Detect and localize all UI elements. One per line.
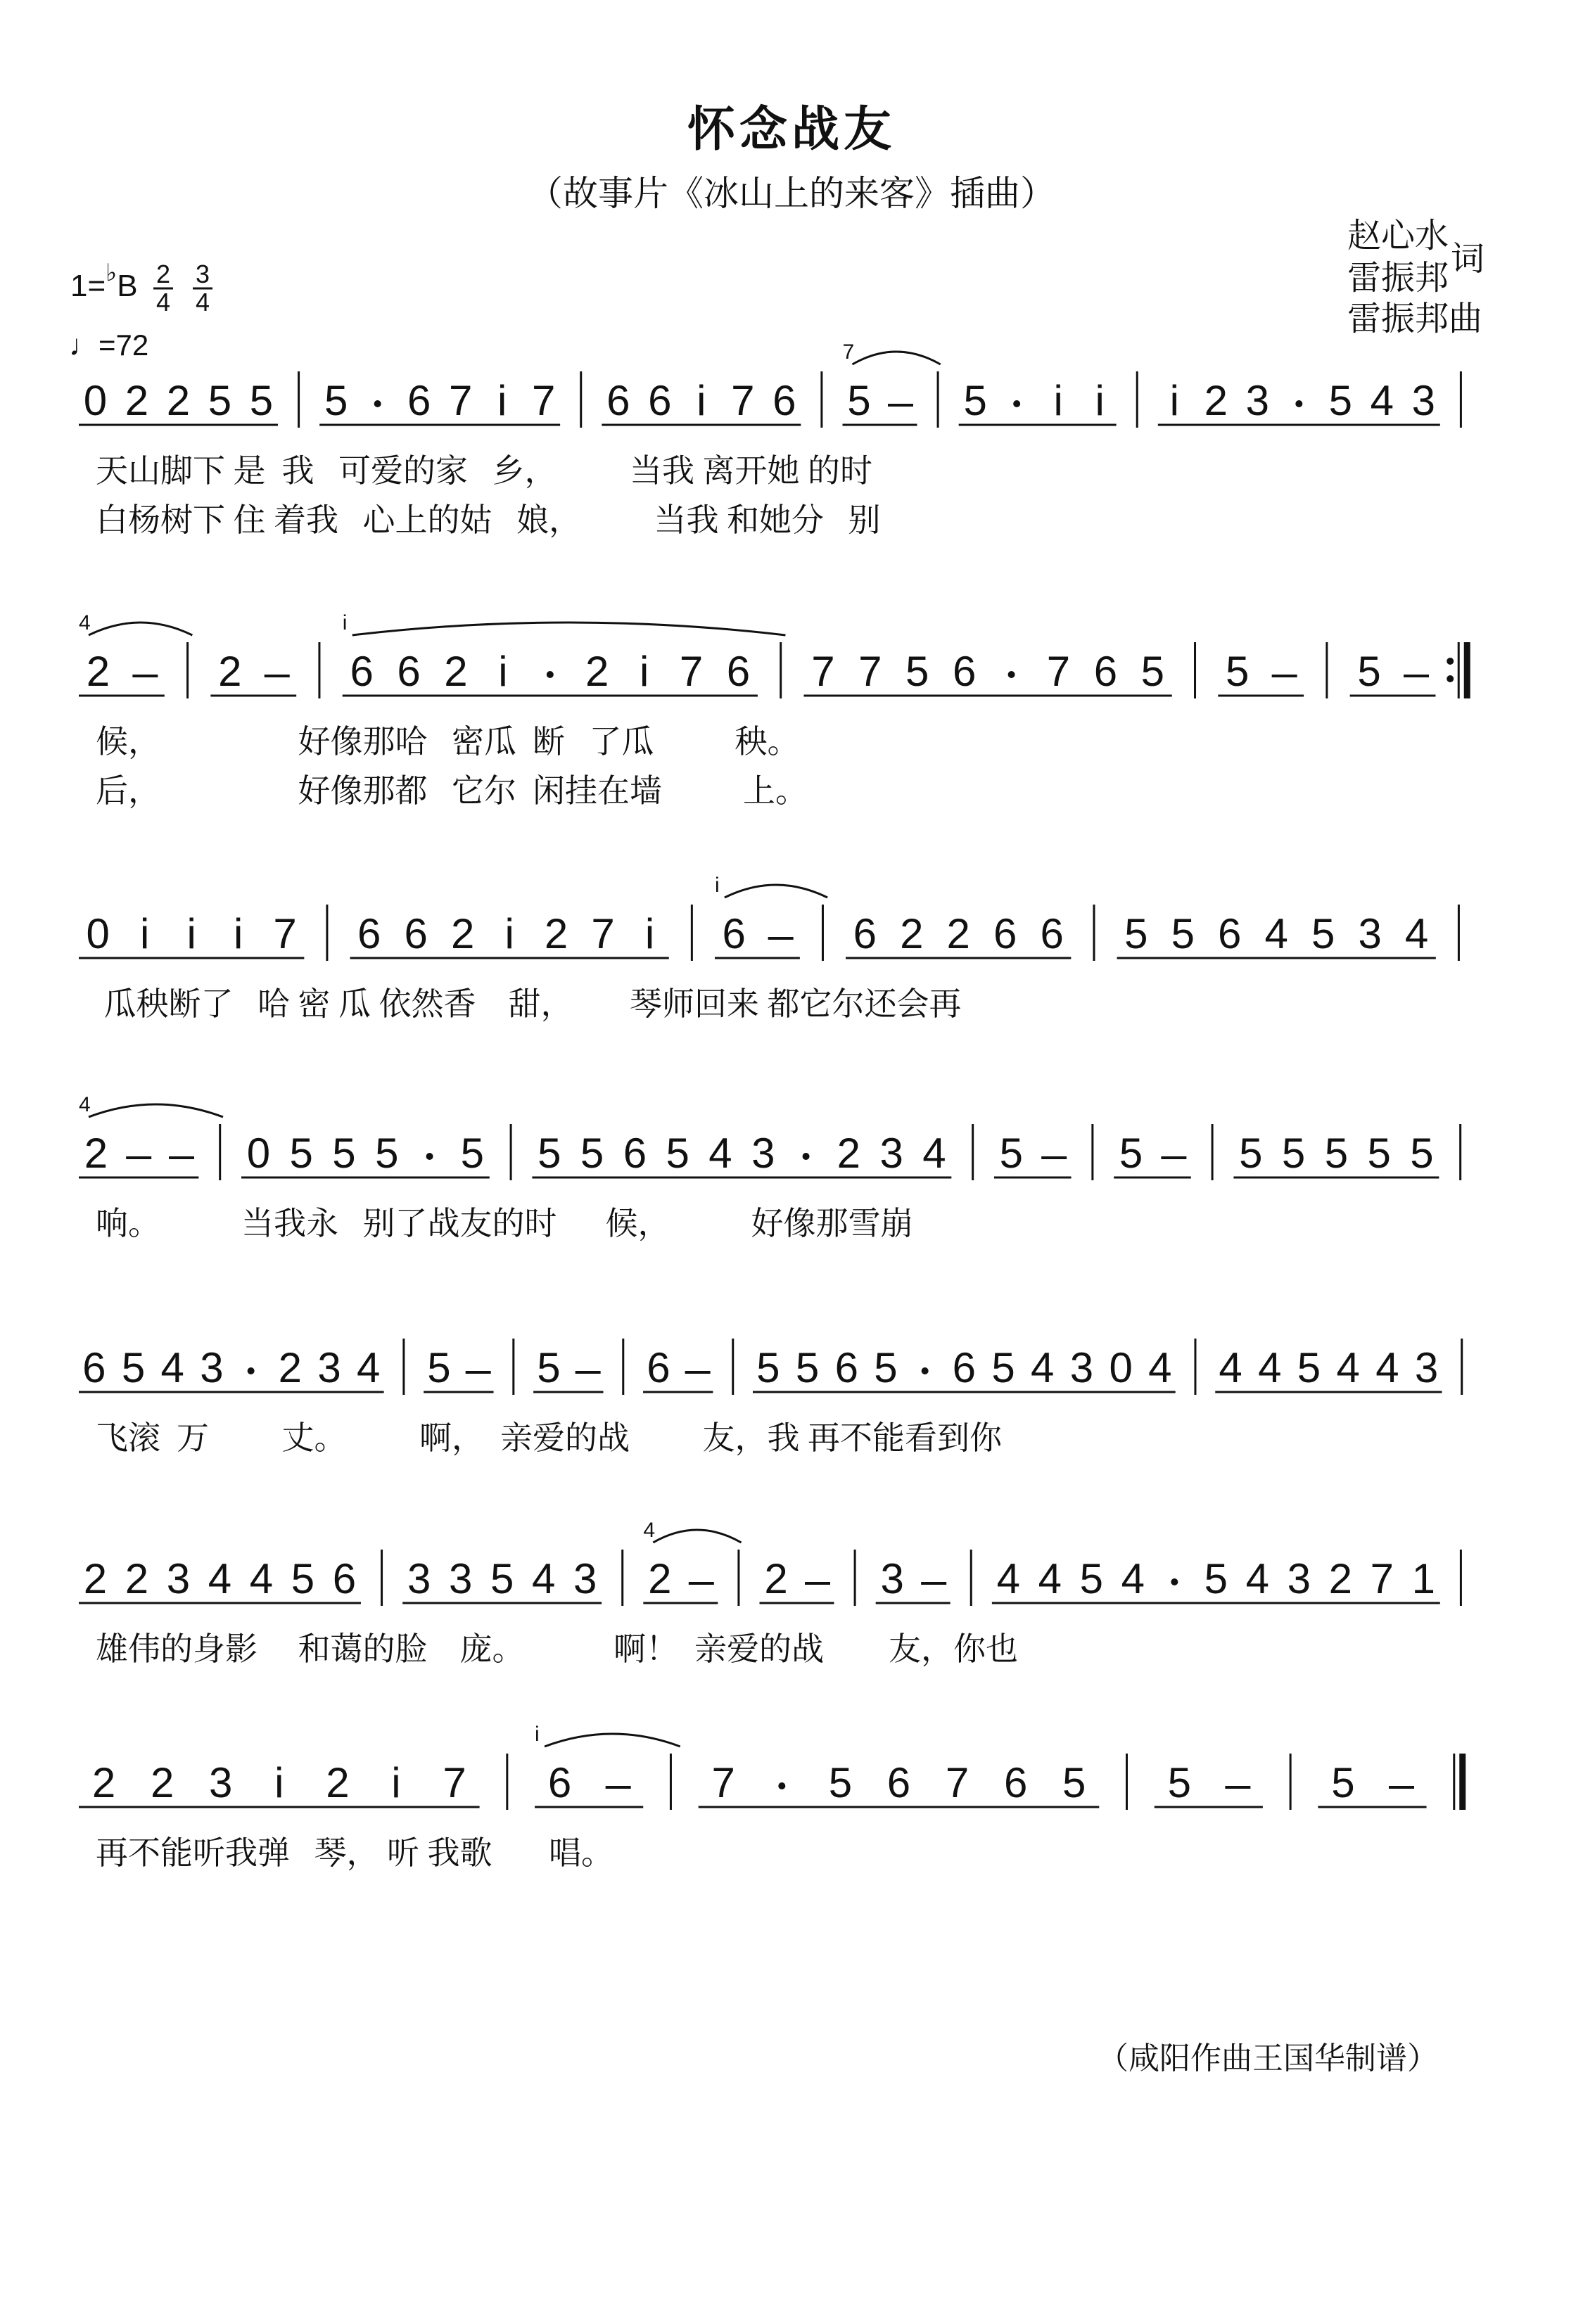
note: 5 bbox=[324, 377, 348, 424]
note: 6 bbox=[647, 1344, 670, 1391]
note: 5 bbox=[249, 377, 274, 424]
note: 5 bbox=[1311, 910, 1335, 957]
note: 7 bbox=[448, 377, 473, 424]
note: 5 bbox=[1079, 1555, 1104, 1602]
note: 5 bbox=[537, 1344, 561, 1391]
note: 3 bbox=[573, 1555, 597, 1602]
note: 4 bbox=[1219, 1344, 1242, 1391]
note: i bbox=[274, 1759, 284, 1806]
note: 4 bbox=[1258, 1344, 1282, 1391]
lyric-line: 白杨树下 住 着我 心上的姑 娘， 当我 和她分 别 bbox=[96, 502, 881, 538]
dot-mark bbox=[426, 1153, 433, 1160]
note: 4 bbox=[1370, 377, 1394, 424]
note: 7 bbox=[731, 377, 755, 424]
note: 5 bbox=[905, 648, 929, 695]
note: 2 bbox=[900, 910, 924, 957]
note: 5 bbox=[1324, 1130, 1349, 1177]
dot-mark bbox=[1171, 1578, 1178, 1585]
note: 7 bbox=[1370, 1555, 1394, 1602]
grace-note: i bbox=[714, 874, 720, 897]
dot-mark bbox=[1013, 400, 1020, 407]
note: 7 bbox=[1046, 648, 1071, 695]
note: 0 bbox=[86, 910, 110, 957]
note: 4 bbox=[922, 1130, 946, 1177]
note: 5 bbox=[847, 377, 871, 424]
note: 4 bbox=[531, 1555, 556, 1602]
key-tonic: 1= bbox=[70, 269, 106, 303]
meter-denominator: 4 bbox=[195, 288, 210, 317]
note: i bbox=[644, 910, 655, 957]
note: i bbox=[1095, 377, 1105, 424]
note: 6 bbox=[1040, 910, 1064, 957]
note: 6 bbox=[606, 377, 630, 424]
note: 4 bbox=[1031, 1344, 1055, 1391]
note: 6 bbox=[886, 1759, 911, 1806]
lyricist-name-2: 雷振邦 bbox=[1347, 260, 1449, 297]
dot-mark bbox=[547, 671, 554, 678]
note: i bbox=[140, 910, 150, 957]
footer-credit: （咸阳作曲王国华制谱） bbox=[1098, 2041, 1438, 2076]
note: 5 bbox=[538, 1130, 561, 1177]
slur bbox=[352, 622, 786, 635]
note: 5 bbox=[121, 1344, 146, 1391]
note: 5 bbox=[1410, 1130, 1434, 1177]
note: 5 bbox=[1140, 648, 1164, 695]
lyric-line: 再不能听我弹 琴， 听 我歌 唱。 bbox=[96, 1835, 614, 1871]
note: 2 bbox=[91, 1759, 116, 1806]
note: 1 bbox=[1411, 1555, 1435, 1602]
dot-mark bbox=[1295, 400, 1302, 407]
note: 4 bbox=[249, 1555, 274, 1602]
note: 5 bbox=[666, 1130, 689, 1177]
note: 5 bbox=[332, 1130, 356, 1177]
note: 5 bbox=[289, 1130, 313, 1177]
note: 6 bbox=[952, 648, 977, 695]
note: 2 bbox=[648, 1555, 672, 1602]
dot-mark bbox=[922, 1367, 929, 1374]
grace-note: 4 bbox=[79, 1093, 91, 1116]
note: 6 bbox=[82, 1344, 106, 1391]
tempo-value: =72 bbox=[98, 328, 149, 362]
slur bbox=[852, 352, 940, 364]
slur bbox=[725, 885, 827, 898]
slur bbox=[545, 1734, 680, 1747]
note: 3 bbox=[166, 1555, 191, 1602]
note: i bbox=[497, 377, 507, 424]
note: 5 bbox=[1167, 1759, 1191, 1806]
note: 3 bbox=[1245, 377, 1270, 424]
note: 2 bbox=[83, 1555, 108, 1602]
note: 6 bbox=[853, 910, 877, 957]
note: i bbox=[186, 910, 196, 957]
note: 2 bbox=[326, 1759, 350, 1806]
note: 5 bbox=[1171, 910, 1195, 957]
dot-mark bbox=[374, 400, 381, 407]
note: 5 bbox=[828, 1759, 853, 1806]
note: 6 bbox=[357, 910, 381, 957]
note: 5 bbox=[427, 1344, 451, 1391]
grace-note: i bbox=[535, 1723, 540, 1746]
note: 5 bbox=[1124, 910, 1148, 957]
note: 5 bbox=[1119, 1130, 1143, 1177]
key-note: B bbox=[117, 269, 138, 303]
note: 2 bbox=[86, 648, 110, 695]
note: 3 bbox=[751, 1130, 775, 1177]
note: 4 bbox=[1336, 1344, 1360, 1391]
grace-note: i bbox=[342, 611, 348, 634]
meter-numerator: 3 bbox=[195, 260, 210, 288]
note: 7 bbox=[858, 648, 882, 695]
dot-mark bbox=[803, 1153, 810, 1160]
meter-denominator: 4 bbox=[155, 288, 171, 317]
note: 5 bbox=[1357, 648, 1381, 695]
note: 5 bbox=[1226, 648, 1250, 695]
note: 6 bbox=[404, 910, 428, 957]
note: 6 bbox=[332, 1555, 357, 1602]
note: 6 bbox=[350, 648, 374, 695]
note: 6 bbox=[722, 910, 746, 957]
note: i bbox=[1053, 377, 1063, 424]
note: 0 bbox=[1109, 1344, 1133, 1391]
note: 2 bbox=[450, 910, 475, 957]
note: 5 bbox=[1204, 1555, 1228, 1602]
note: i bbox=[504, 910, 514, 957]
note: 5 bbox=[1297, 1344, 1321, 1391]
slur bbox=[89, 1104, 223, 1117]
note: 4 bbox=[160, 1344, 184, 1391]
note: 3 bbox=[209, 1759, 233, 1806]
note: 2 bbox=[84, 1130, 108, 1177]
note: 7 bbox=[811, 648, 835, 695]
note: 2 bbox=[278, 1344, 303, 1391]
note: 2 bbox=[125, 1555, 149, 1602]
note: 7 bbox=[711, 1759, 735, 1806]
note: 2 bbox=[218, 648, 242, 695]
note: 5 bbox=[1281, 1130, 1306, 1177]
note: 6 bbox=[648, 377, 672, 424]
note: 4 bbox=[1038, 1555, 1062, 1602]
note: i bbox=[697, 377, 706, 424]
note: 5 bbox=[460, 1130, 485, 1177]
slur bbox=[653, 1530, 741, 1543]
dot-mark bbox=[1008, 671, 1015, 678]
note: 0 bbox=[246, 1130, 271, 1177]
grace-note: 4 bbox=[643, 1519, 656, 1542]
dot-mark bbox=[248, 1367, 255, 1374]
note: 7 bbox=[591, 910, 615, 957]
note: 2 bbox=[764, 1555, 788, 1602]
note: 4 bbox=[208, 1555, 232, 1602]
note: 4 bbox=[1375, 1344, 1399, 1391]
note: 2 bbox=[1204, 377, 1228, 424]
lyric-line: 瓜秧断了 哈 密 瓜 依然香 甜， 琴师回来 都它尔还会再 bbox=[96, 986, 962, 1022]
note: 5 bbox=[208, 377, 232, 424]
song-title: 怀念战友 bbox=[687, 103, 896, 156]
note: 2 bbox=[444, 648, 468, 695]
note: 5 bbox=[963, 377, 987, 424]
note: i bbox=[498, 648, 508, 695]
note: 3 bbox=[1358, 910, 1382, 957]
note: 5 bbox=[991, 1344, 1015, 1391]
note: 3 bbox=[1287, 1555, 1311, 1602]
note: 6 bbox=[726, 648, 751, 695]
note: 6 bbox=[407, 377, 431, 424]
note: i bbox=[1169, 377, 1180, 424]
lyric-line: 候， 好像那哈 密瓜 断 了瓜 秧。 bbox=[96, 724, 800, 760]
meter-numerator: 2 bbox=[155, 260, 171, 288]
note: 7 bbox=[273, 910, 297, 957]
note: 4 bbox=[1148, 1344, 1172, 1391]
note: 2 bbox=[1328, 1555, 1353, 1602]
note: 6 bbox=[952, 1344, 977, 1391]
note: 3 bbox=[317, 1344, 341, 1391]
note: 5 bbox=[999, 1130, 1024, 1177]
note: 4 bbox=[996, 1555, 1021, 1602]
note: 2 bbox=[946, 910, 970, 957]
note: 6 bbox=[1003, 1759, 1028, 1806]
slur bbox=[89, 622, 192, 635]
note: 4 bbox=[1245, 1555, 1270, 1602]
note: 3 bbox=[407, 1555, 431, 1602]
note: 2 bbox=[166, 377, 191, 424]
note: 5 bbox=[1367, 1130, 1391, 1177]
note: 5 bbox=[1239, 1130, 1263, 1177]
note: 3 bbox=[200, 1344, 224, 1391]
note: 3 bbox=[1411, 377, 1435, 424]
note: 4 bbox=[1264, 910, 1288, 957]
note: 5 bbox=[580, 1130, 604, 1177]
note: 2 bbox=[585, 648, 609, 695]
note: 0 bbox=[83, 377, 108, 424]
note: 4 bbox=[1121, 1555, 1145, 1602]
note: 5 bbox=[756, 1344, 780, 1391]
repeat-dot bbox=[1447, 658, 1454, 665]
grace-note: 4 bbox=[79, 611, 91, 634]
note: 6 bbox=[993, 910, 1017, 957]
lyric-line: 飞滚 万 丈。 啊， 亲爱的战 友，我 再不能看到你 bbox=[96, 1420, 1002, 1456]
flat-icon: ♭ bbox=[106, 260, 117, 286]
note: 7 bbox=[679, 648, 704, 695]
note: 7 bbox=[945, 1759, 969, 1806]
lyric-line: 后， 好像那都 它尔 闲挂在墙 上。 bbox=[96, 773, 808, 809]
note: 7 bbox=[443, 1759, 466, 1806]
repeat-dot bbox=[1447, 675, 1454, 682]
note: 3 bbox=[879, 1130, 903, 1177]
note: 6 bbox=[397, 648, 421, 695]
note: 5 bbox=[1331, 1759, 1355, 1806]
note: i bbox=[639, 648, 649, 695]
lyric-line: 天山脚下 是 我 可爱的家 乡， 当我 离开她 的时 bbox=[96, 453, 872, 489]
note: i bbox=[391, 1759, 401, 1806]
lyric-line: 响。 当我永 别了战友的时 候， 好像那雪崩 bbox=[96, 1206, 913, 1241]
composer-credit: 雷振邦曲 bbox=[1347, 300, 1483, 338]
note: i bbox=[233, 910, 243, 957]
note: 4 bbox=[708, 1130, 732, 1177]
quarter-note-icon: ♩ bbox=[69, 328, 98, 362]
grace-note: 7 bbox=[842, 340, 855, 364]
note: 3 bbox=[1069, 1344, 1094, 1391]
note: 5 bbox=[1062, 1759, 1086, 1806]
note: 6 bbox=[1218, 910, 1242, 957]
note: 4 bbox=[357, 1344, 381, 1391]
note: 6 bbox=[547, 1759, 572, 1806]
note: 5 bbox=[375, 1130, 399, 1177]
note: 5 bbox=[490, 1555, 514, 1602]
note: 2 bbox=[544, 910, 568, 957]
note: 3 bbox=[448, 1555, 473, 1602]
note: 3 bbox=[1414, 1344, 1439, 1391]
note: 5 bbox=[1328, 377, 1353, 424]
note: 4 bbox=[1404, 910, 1429, 957]
note: 6 bbox=[1093, 648, 1118, 695]
lyric-line: 雄伟的身影 和蔼的脸 庞。 啊！ 亲爱的战 友，你也 bbox=[96, 1631, 1018, 1667]
note: 6 bbox=[834, 1344, 858, 1391]
lyricist-name: 赵心水 bbox=[1347, 217, 1449, 255]
note: 5 bbox=[874, 1344, 898, 1391]
dot-mark bbox=[778, 1782, 785, 1789]
note: 3 bbox=[880, 1555, 904, 1602]
note: 6 bbox=[773, 377, 796, 424]
song-subtitle: （故事片《冰山上的来客》插曲） bbox=[528, 174, 1055, 213]
note: 2 bbox=[150, 1759, 174, 1806]
note: 7 bbox=[531, 377, 556, 424]
note: 2 bbox=[837, 1130, 861, 1177]
lyricist-role: 词 bbox=[1451, 241, 1485, 278]
note: 5 bbox=[291, 1555, 315, 1602]
note: 2 bbox=[125, 377, 149, 424]
note: 5 bbox=[795, 1344, 820, 1391]
note: 6 bbox=[623, 1130, 647, 1177]
